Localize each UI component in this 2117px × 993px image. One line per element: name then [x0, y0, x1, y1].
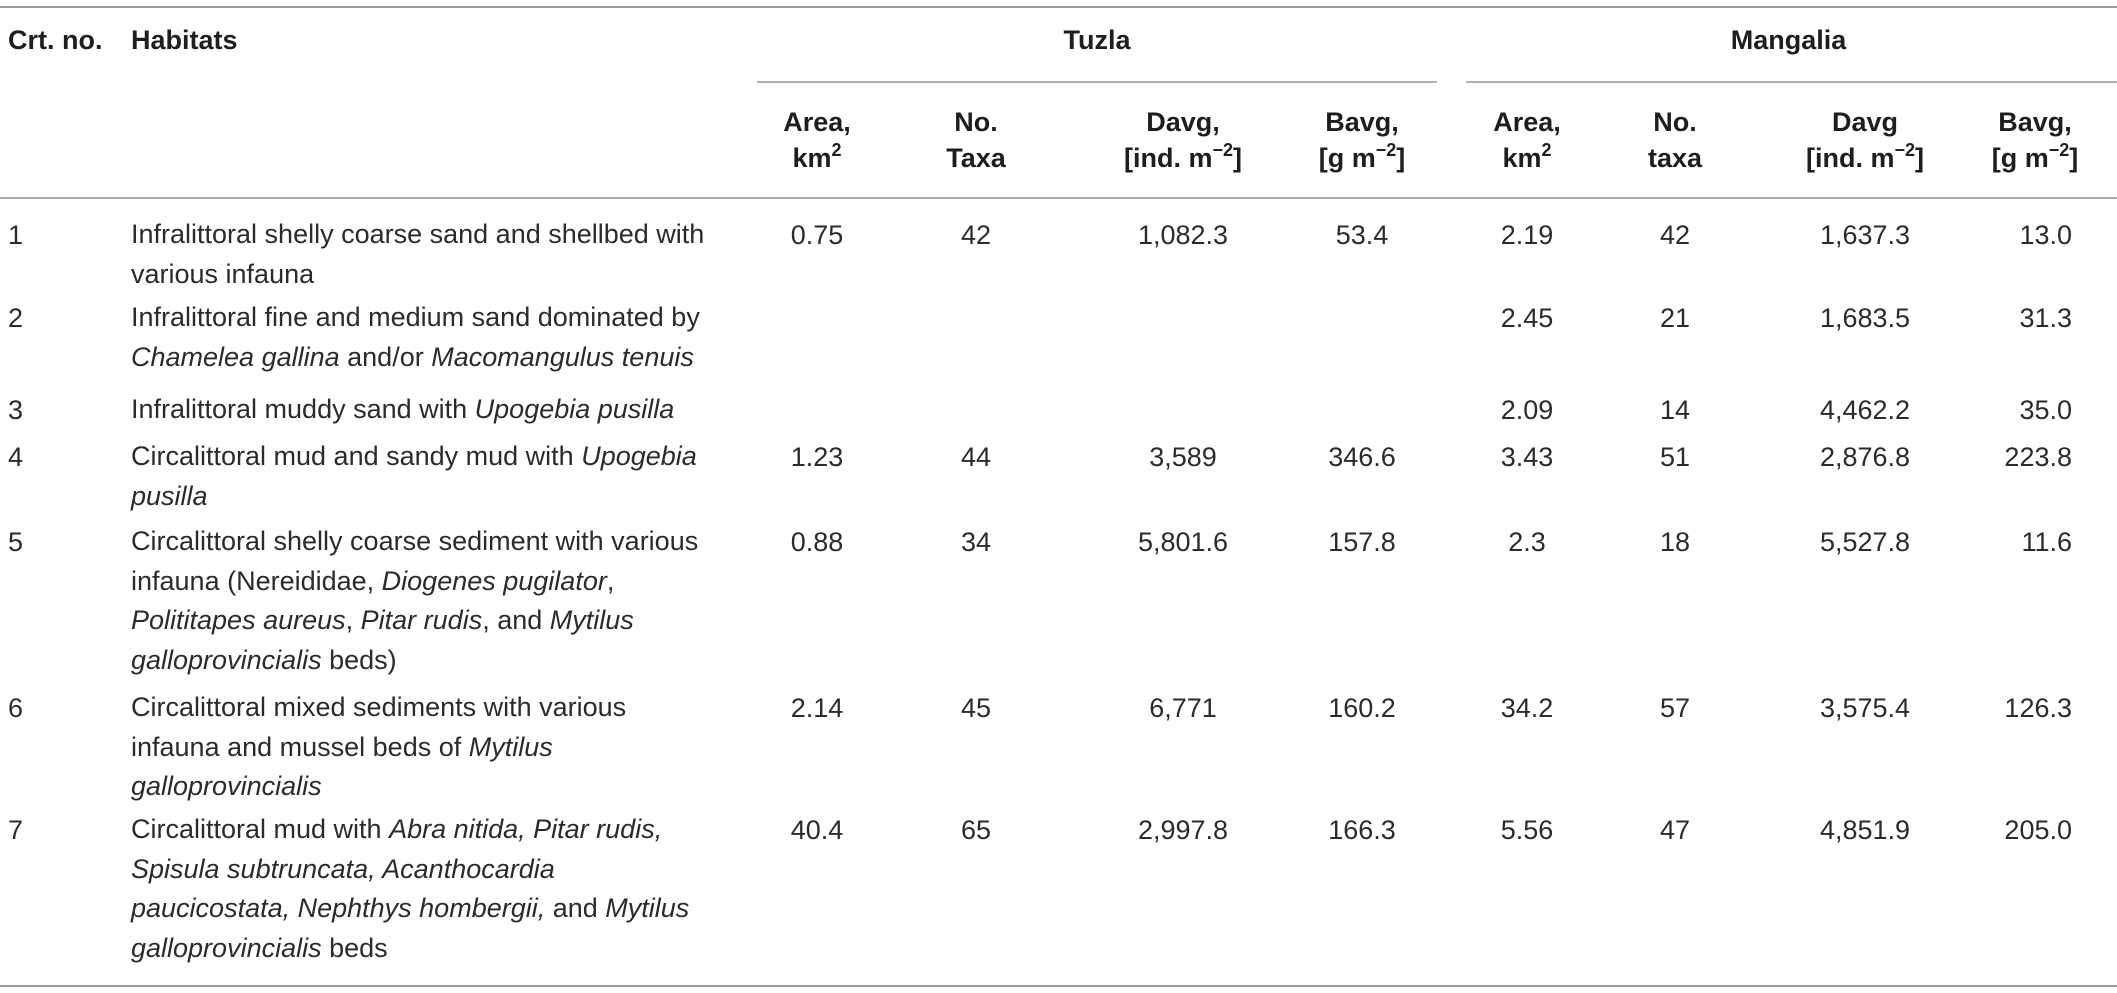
tuzla-header-davg-line2: [ind. $m^{-2}$]	[1123, 140, 1243, 173]
mangalia-header-bavg-line1: Bavg,	[1998, 107, 2072, 137]
tuzla-area-cell: 0.88	[790, 527, 844, 557]
tuzla-header-bavg-line2: [g $m^{-2}$]	[1318, 140, 1406, 173]
tuzla-header-taxa-line1: No.	[954, 107, 998, 137]
tuzla-davg-cell: 6,771	[1149, 693, 1217, 723]
tuzla-bavg-cell: 53.4	[1335, 220, 1389, 250]
row-number: 5	[8, 527, 24, 557]
habitat-text-line: paucicostata, Nephthys hombergii, and Mytilus	[131, 893, 690, 923]
habitat-text-line: Circalittoral shelly coarse sediment with various	[131, 526, 699, 556]
mangalia-taxa-cell: 42	[1659, 220, 1691, 250]
tuzla-taxa-cell: 42	[960, 220, 992, 250]
habitat-text-line: Circalittoral mixed sediments with various	[131, 692, 627, 722]
tuzla-header-davg-line1: Davg,	[1146, 107, 1220, 137]
mangalia-davg-cell: 4,462.2	[1819, 395, 1911, 425]
tuzla-taxa-cell: 34	[960, 527, 992, 557]
habitat-text-line: various infauna	[131, 258, 315, 289]
mangalia-area-cell: 2.45	[1500, 303, 1554, 333]
mangalia-bavg-cell: 13.0	[2019, 220, 2072, 250]
mangalia-header-taxa-line1: No.	[1653, 107, 1697, 137]
tuzla-bavg-cell: 160.2	[1328, 693, 1396, 723]
tuzla-taxa-cell: 44	[960, 442, 992, 472]
habitat-text-line: Infralittoral muddy sand with Upogebia pusilla	[131, 394, 675, 424]
habitat-text-line: Polititapes aureus, Pitar rudis, and Mytilus	[131, 605, 634, 635]
tuzla-davg-cell: 5,801.6	[1137, 527, 1229, 557]
habitat-text-line: Infralittoral shelly coarse sand and shellbed with	[131, 219, 705, 249]
mangalia-header-area-line2: $km^2$	[1502, 140, 1552, 173]
mangalia-taxa-cell: 51	[1659, 442, 1691, 472]
mangalia-header-davg-line2: [ind. $m^{-2}$]	[1805, 140, 1925, 173]
mangalia-taxa-cell: 47	[1659, 815, 1691, 845]
mangalia-bavg-cell: 223.8	[2004, 442, 2072, 472]
mangalia-davg-cell: 2,876.8	[1819, 442, 1911, 472]
tuzla-header-area-line2: $km^2$	[792, 140, 842, 173]
row-number: 2	[8, 303, 24, 333]
mangalia-area-cell: 2.19	[1500, 220, 1554, 250]
mangalia-area-cell: 5.56	[1500, 815, 1554, 845]
habitat-text-line: infauna and mussel beds of Mytilus	[131, 731, 553, 762]
mangalia-bavg-cell: 11.6	[2021, 527, 2072, 557]
tuzla-taxa-cell: 45	[960, 693, 992, 723]
mangalia-davg-cell: 4,851.9	[1819, 815, 1911, 845]
mangalia-bavg-cell: 126.3	[2004, 693, 2072, 723]
habitat-text-line: Spisula subtruncata, Acanthocardia	[131, 853, 555, 884]
habitat-text-line: Chamelea gallina and/or Macomangulus tenuis	[131, 341, 694, 372]
tuzla-bavg-cell: 166.3	[1328, 815, 1396, 845]
row-number: 7	[8, 815, 24, 845]
tuzla-davg-cell: 1,082.3	[1137, 220, 1229, 250]
mangalia-bavg-cell: 31.3	[2019, 303, 2072, 333]
habitat-text-line: pusilla	[131, 480, 208, 511]
tuzla-bavg-cell: 346.6	[1328, 442, 1396, 472]
habitat-text-line: galloprovincialis beds	[131, 932, 388, 963]
mangalia-bavg-cell: 35.0	[2019, 395, 2072, 425]
row-number: 1	[8, 220, 24, 250]
header-crt-no: Crt. no.	[8, 25, 103, 55]
mangalia-davg-cell: 1,683.5	[1819, 303, 1911, 333]
mangalia-header-davg-line1: Davg	[1831, 107, 1899, 137]
tuzla-area-cell: 40.4	[790, 815, 844, 845]
habitat-text-line: Circalittoral mud with Abra nitida, Pitar rudis,	[131, 814, 663, 844]
table-top-rule	[0, 6, 2117, 8]
mangalia-header-bavg-line2: [g $m^{-2}$]	[1991, 140, 2079, 173]
mangalia-area-cell: 2.3	[1508, 527, 1546, 557]
mangalia-bavg-cell: 205.0	[2004, 815, 2072, 845]
mangalia-area-cell: 2.09	[1500, 395, 1554, 425]
mangalia-area-cell: 34.2	[1500, 693, 1554, 723]
tuzla-header-bavg-line1: Bavg,	[1325, 107, 1399, 137]
mangalia-taxa-cell: 18	[1659, 527, 1691, 557]
header-bottom-rule	[0, 197, 2117, 199]
mangalia-davg-cell: 3,575.4	[1819, 693, 1911, 723]
header-group-tuzla: Tuzla	[1063, 25, 1131, 55]
row-number: 3	[8, 395, 24, 425]
mangalia-header-taxa-line2: taxa	[1647, 143, 1703, 173]
header-group-mangalia: Mangalia	[1730, 25, 1847, 55]
tuzla-group-rule	[757, 81, 1437, 83]
habitat-text-line: infauna (Nereididae, Diogenes pugilator,	[131, 565, 615, 596]
mangalia-area-cell: 3.43	[1500, 442, 1554, 472]
row-number: 6	[8, 693, 24, 723]
mangalia-davg-cell: 5,527.8	[1819, 527, 1911, 557]
table-bottom-rule	[0, 985, 2117, 987]
mangalia-header-area-line1: Area,	[1493, 107, 1561, 137]
tuzla-header-taxa-line2: Taxa	[946, 143, 1006, 173]
habitat-text-line: Circalittoral mud and sandy mud with Upogebia	[131, 441, 697, 471]
habitat-text-line: Infralittoral fine and medium sand dominated by	[131, 302, 700, 332]
habitat-text-line: galloprovincialis beds)	[131, 644, 397, 675]
tuzla-header-area-line1: Area,	[783, 107, 851, 137]
tuzla-bavg-cell: 157.8	[1328, 527, 1396, 557]
tuzla-davg-cell: 3,589	[1149, 442, 1217, 472]
tuzla-davg-cell: 2,997.8	[1137, 815, 1229, 845]
tuzla-area-cell: 1.23	[790, 442, 844, 472]
header-habitats: Habitats	[131, 25, 238, 55]
tuzla-area-cell: 2.14	[790, 693, 844, 723]
mangalia-taxa-cell: 57	[1659, 693, 1691, 723]
mangalia-taxa-cell: 21	[1659, 303, 1691, 333]
mangalia-taxa-cell: 14	[1659, 395, 1691, 425]
mangalia-group-rule	[1466, 81, 2117, 83]
row-number: 4	[8, 442, 24, 472]
mangalia-davg-cell: 1,637.3	[1819, 220, 1911, 250]
tuzla-area-cell: 0.75	[790, 220, 844, 250]
habitat-text-line: galloprovincialis	[131, 771, 322, 801]
tuzla-taxa-cell: 65	[960, 815, 992, 845]
